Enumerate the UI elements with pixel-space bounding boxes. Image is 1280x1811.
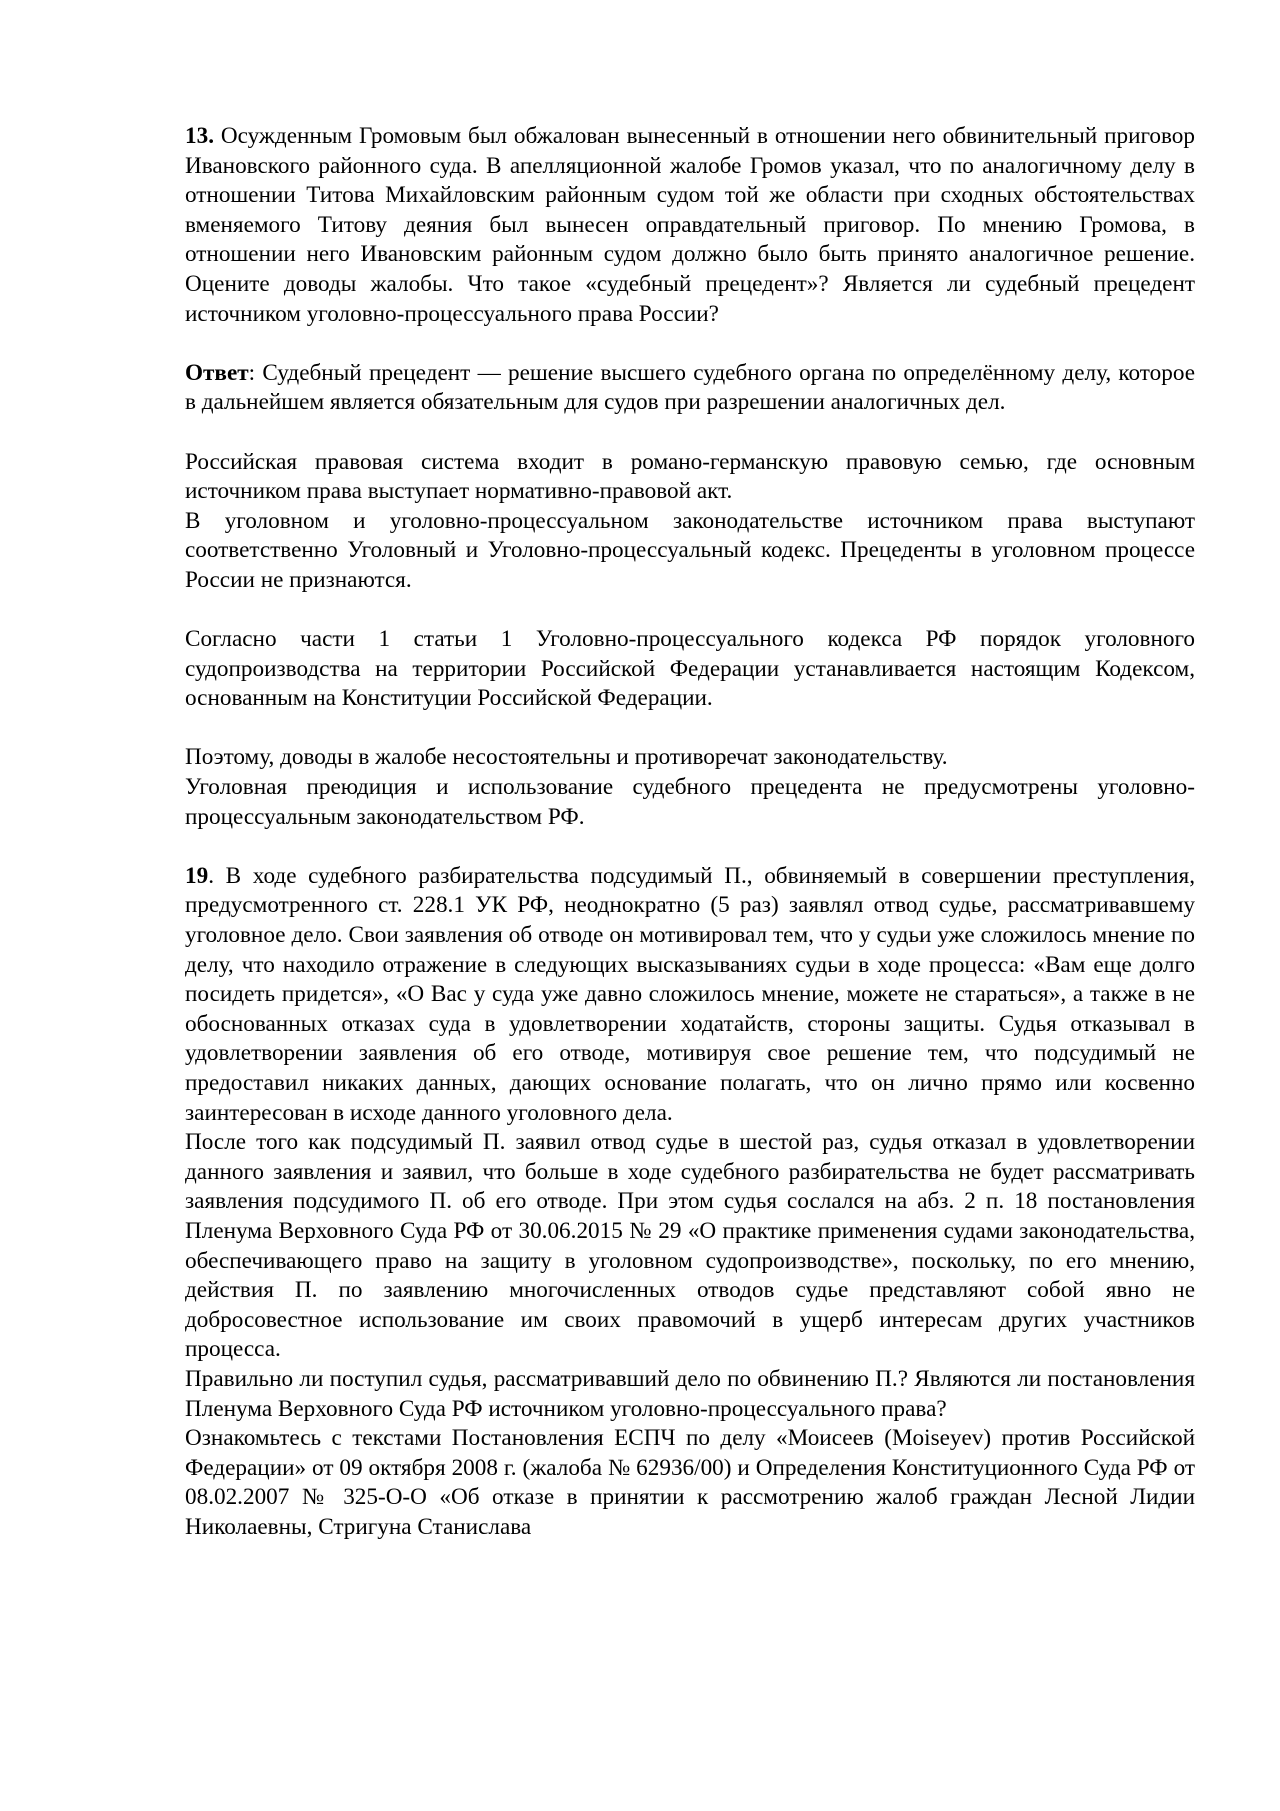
paragraph-gap <box>185 832 1195 862</box>
answer-text: : Судебный прецедент — решение высшего судебного органа по определённому делу, которое в дальнейшем является обязательным для судов при разрешении аналогичных дел. <box>185 359 1195 416</box>
task-19-continuation-paragraph: После того как подсудимый П. заявил отвод судье в шестой раз, судья отказал в удовлетворении данного заявления и заявил, что больше в ходе судебного разбирательства не будет рассматривать заявления подсудимого П. об его отводе. При этом судья сослался на абз. 2 п. 18 постановления Пленума Верховного Суда РФ от 30.06.2015 № 29 «О практике применения судами законодательства, обеспечивающего право на защиту в уголовном судопроизводстве», поскольку, по его мнению, действия П. по заявлению многочисленных отводов судье представляют собой явно не добросовестное использование им своих правомочий в ущерб интересам других участников процесса. <box>185 1129 1195 1363</box>
prejudice-paragraph: Уголовная преюдиция и использование судебного прецедента не предусмотрены уголовно-процессуальным законодательством РФ. <box>185 774 1195 830</box>
answer-paragraph <box>185 359 1195 418</box>
task-13-text: Осужденным Громовым был обжалован вынесенный в отношении него обвинительный приговор Ивановского районного суда. В апелляционной жалобе Громов указал, что по аналогичному делу в отношении Титова Михайловским районным судом той же области при сходных обстоятельствах вменяемого Титову деяния был вынесен оправдательный приговор. По мнению Громова, в отношении него Ивановским районным судом должно было быть принято аналогичное решение. Оцените доводы жалобы. Что такое «судебный прецедент»? Является ли судебный прецедент источником уголовно-процессуального права России? <box>185 123 1195 327</box>
upk-article-paragraph: Согласно части 1 статьи 1 Уголовно-процессуального кодекса РФ порядок уголовного судопроизводства на территории Российской Федерации устанавливается настоящим Кодексом, основанным на Конституции Российской Федерации. <box>185 626 1195 712</box>
paragraph-gap <box>185 714 1195 744</box>
task-13-number: 13. <box>185 123 214 149</box>
answer-label: Ответ <box>185 359 249 386</box>
paragraph-gap <box>185 418 1195 448</box>
paragraph-gap <box>185 596 1195 626</box>
document-page <box>185 122 1195 1543</box>
task-13-paragraph <box>185 122 1195 329</box>
task-19-paragraph <box>185 862 1195 1128</box>
task-19-number: 19 <box>185 862 209 889</box>
task-19-sources-paragraph: Ознакомьтесь с текстами Постановления ЕСПЧ по делу «Моисеев (Moiseyev) против Российской Федерации» от 09 октября 2008 г. (жалоба № 62936/00) и Определения Конституционного Суда РФ от 08.02.2007 № 325-О-О «Об отказе в принятии к рассмотрению жалоб граждан Лесной Лидии Николаевны, Стригуна Станислава <box>185 1425 1195 1540</box>
task-19-text: . В ходе судебного разбирательства подсудимый П., обвиняемый в совершении преступления, предусмотренного ст. 228.1 УК РФ, неоднократно (5 раз) заявлял отвод судье, рассматривавшему уголовное дело. Свои заявления об отводе он мотивировал тем, что у судьи уже сложилось мнение по делу, что находило отражение в следующих высказываниях судьи в ходе процесса: «Вам еще долго посидеть придется», «О Вас у суда уже давно сложилось мнение, можете не стараться», а также в не обоснованных отказах суда в удовлетворении ходатайств, стороны защиты. Судья отказывал в удовлетворении заявления об его отводе, мотивируя свое решение тем, что подсудимый не предоставил никаких данных, дающих основание полагать, что он лично прямо или косвенно заинтересован в исходе данного уголовного дела. <box>185 862 1195 1126</box>
paragraph-gap <box>185 329 1195 359</box>
conclusion-paragraph: Поэтому, доводы в жалобе несостоятельны и противоречат законодательству. <box>185 744 948 771</box>
legal-system-paragraph: Российская правовая система входит в романо-германскую правовую семью, где основным источником права выступает нормативно-правовой акт. <box>185 448 1195 505</box>
task-19-question-paragraph: Правильно ли поступил судья, рассматривавший дело по обвинению П.? Являются ли постановления Пленума Верховного Суда РФ источником уголовно-процессуального права? <box>185 1365 1195 1422</box>
criminal-law-sources-paragraph: В уголовном и уголовно-процессуальном законодательстве источником права выступают соответственно Уголовный и Уголовно-процессуальный кодекс. Прецеденты в уголовном процессе России не признаются. <box>185 507 1195 593</box>
